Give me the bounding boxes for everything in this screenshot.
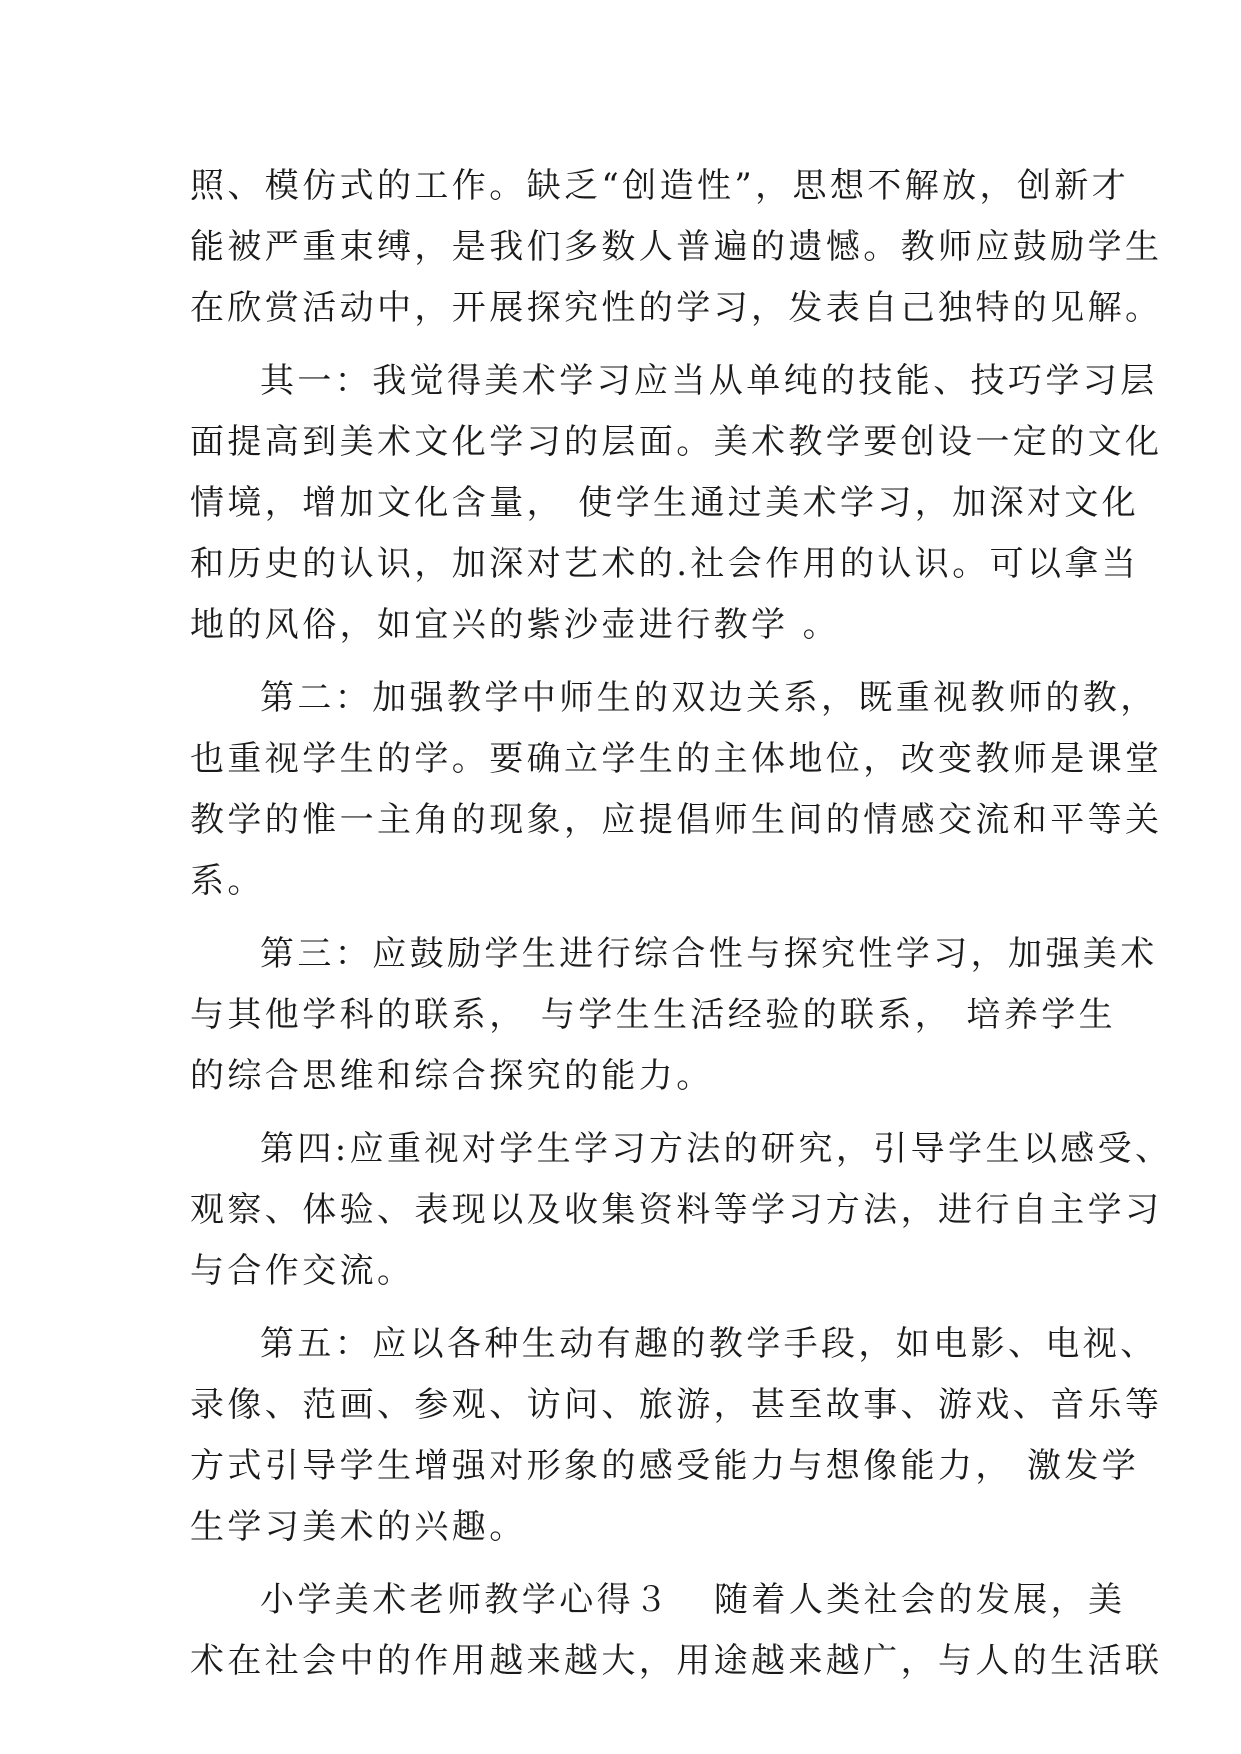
- text-line: 照、模仿式的工作。缺乏“创造性”，思想不解放，创新才: [190, 166, 1130, 206]
- text-line: 小学美术老师教学心得３ 随着人类社会的发展，美: [260, 1580, 1126, 1620]
- text-line: 情境，增加文化含量， 使学生通过美术学习，加深对文化: [190, 483, 1140, 523]
- text-line: 第五：应以各种生动有趣的教学手段，如电影、电视、: [260, 1324, 1158, 1364]
- text-line: 观察、体验、表现以及收集资料等学习方法，进行自主学习: [190, 1190, 1163, 1230]
- text-line: 的综合思维和综合探究的能力。: [190, 1056, 714, 1096]
- text-line: 能被严重束缚，是我们多数人普遍的遗憾。教师应鼓励学生: [190, 227, 1163, 267]
- text-line: 方式引导学生增强对形象的感受能力与想像能力， 激发学: [190, 1446, 1140, 1486]
- text-line: 生学习美术的兴趣。: [190, 1507, 527, 1547]
- text-line: 和历史的认识，加深对艺术的.社会作用的认识。可以拿当: [190, 544, 1140, 584]
- text-line: 教学的惟一主角的现象，应提倡师生间的情感交流和平等关: [190, 800, 1163, 840]
- text-line: 在欣赏活动中，开展探究性的学习，发表自己独特的见解。: [190, 288, 1163, 328]
- text-line: 地的风俗，如宜兴的紫沙壶进行教学 。: [190, 605, 841, 645]
- text-line: 其一：我觉得美术学习应当从单纯的技能、技巧学习层: [260, 361, 1158, 401]
- text-line: 第三：应鼓励学生进行综合性与探究性学习，加强美术: [260, 934, 1158, 974]
- text-line: 第二：加强教学中师生的双边关系，既重视教师的教，: [260, 678, 1158, 718]
- text-line: 第四:应重视对学生学习方法的研究，引导学生以感受、: [260, 1129, 1173, 1169]
- text-line: 录像、范画、参观、访问、旅游，甚至故事、游戏、音乐等: [190, 1385, 1163, 1425]
- text-line: 与合作交流。: [190, 1251, 415, 1291]
- text-line: 系。: [190, 861, 265, 901]
- text-line: 术在社会中的作用越来越大，用途越来越广，与人的生活联: [190, 1641, 1163, 1681]
- text-line: 也重视学生的学。要确立学生的主体地位，改变教师是课堂: [190, 739, 1163, 779]
- document-body: [190, 156, 1173, 1692]
- text-line: 与其他学科的联系， 与学生生活经验的联系， 培养学生: [190, 995, 1117, 1035]
- text-line: 面提高到美术文化学习的层面。美术教学要创设一定的文化: [190, 422, 1163, 462]
